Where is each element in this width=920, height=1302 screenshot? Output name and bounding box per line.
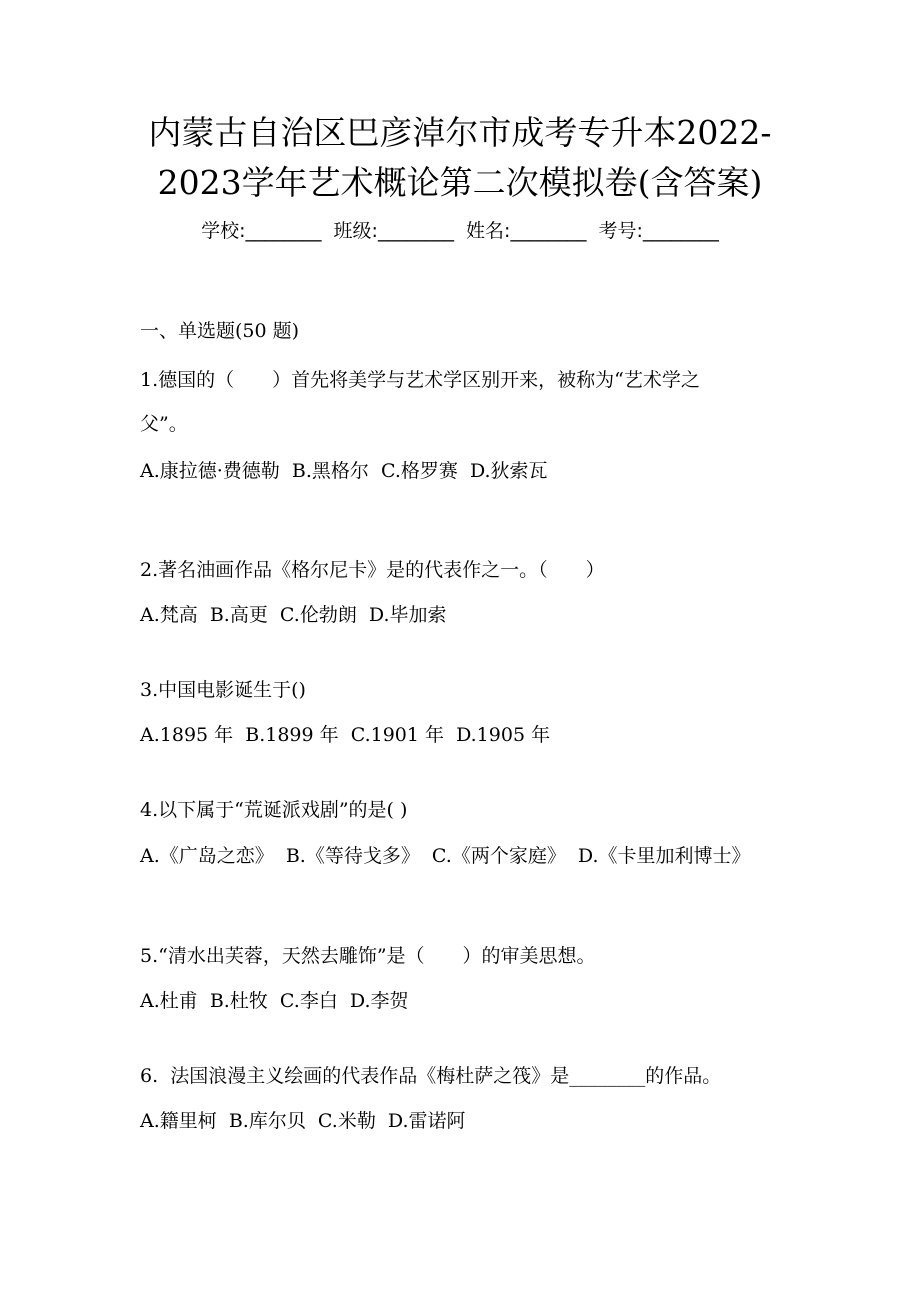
question-3-stem: 3.中国电影诞生于() (140, 679, 306, 701)
question-1-stem: 1.德国的（ ）首先将美学与艺术学区别开来，被称为“艺术学之 (140, 369, 700, 391)
question-6-stem: 6. 法国浪漫主义绘画的代表作品《梅杜萨之筏》是________的作品。 (140, 1065, 722, 1087)
question-1-stem-continued: 父”。 (140, 413, 188, 435)
document-title-line-2: 2023学年艺术概论第二次模拟卷(含答案) (157, 163, 763, 202)
question-4-options: A.《广岛之恋》 B.《等待戈多》 C.《两个家庭》 D.《卡里加利博士》 (140, 845, 751, 867)
student-info-line: 学校:________ 班级:________ 姓名:________ 考号:________ (201, 220, 719, 242)
question-2-options: A.梵高 B.高更 C.伦勃朗 D.毕加索 (140, 604, 447, 626)
question-6-options: A.籍里柯 B.库尔贝 C.米勒 D.雷诺阿 (140, 1110, 466, 1132)
question-1-options: A.康拉德·费德勒 B.黑格尔 C.格罗赛 D.狄索瓦 (140, 460, 548, 482)
question-2-stem: 2.著名油画作品《格尔尼卡》是的代表作之一。（ ） (140, 559, 605, 581)
section-heading: 一、单选题(50 题) (140, 320, 300, 342)
document-title-line-1: 内蒙古自治区巴彦淖尔市成考专升本2022- (148, 113, 772, 152)
question-4-stem: 4.以下属于“荒诞派戏剧”的是( ) (140, 799, 408, 821)
question-3-options: A.1895 年 B.1899 年 C.1901 年 D.1905 年 (140, 724, 551, 746)
question-5-options: A.杜甫 B.杜牧 C.李白 D.李贺 (140, 990, 409, 1012)
question-5-stem: 5.“清水出芙蓉，天然去雕饰”是（ ）的审美思想。 (140, 945, 596, 967)
